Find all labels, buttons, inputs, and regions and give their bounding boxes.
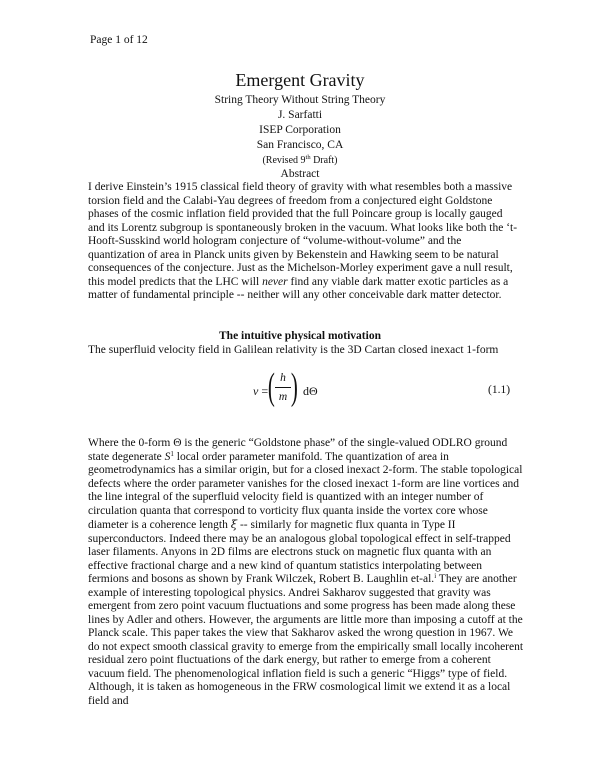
body-text-1: Where the 0-form Θ is the generic “Goldstone phase” of the single-valued ODLRO ground state degenerate bbox=[88, 437, 508, 463]
author-location: San Francisco, CA bbox=[256, 139, 344, 151]
symbol-S-superscript: 1 bbox=[170, 449, 174, 458]
section-heading: The intuitive physical motivation bbox=[219, 330, 381, 342]
abstract-part-2: find any viable dark matter exotic particles as a matter of fundamental principle -- neither will any other conceivable dark matter detector. bbox=[88, 275, 509, 301]
right-paren: ) bbox=[290, 366, 298, 408]
author-name: J. Sarfatti bbox=[277, 109, 323, 121]
draft-suffix: Draft) bbox=[310, 155, 338, 166]
author-affiliation: ISEP Corporation bbox=[259, 124, 341, 136]
abstract-heading: Abstract bbox=[280, 168, 320, 180]
title-block bbox=[0, 93, 600, 168]
symbol-S: S bbox=[164, 450, 171, 463]
equation-fraction bbox=[275, 372, 291, 403]
equation-rhs: dΘ bbox=[303, 384, 318, 398]
equation-1-1 bbox=[0, 366, 600, 416]
body-text-3: -- similarly for magnetic flux quanta in Type II superconductors. Indeed there may be an analogous global topological effect in self-trapped laser filaments. Anyons in 2D films are electrons stuck on magnetic flux quanta with an effective fractional charge and a new kind of quantum statistics interpolating between fermions and bosons as shown by Frank Wilczek, Robert B. Laughlin et-al. bbox=[88, 519, 511, 585]
page-number: Page 1 of 12 bbox=[90, 34, 148, 46]
section-intro: The superfluid velocity field in Galilean relativity is the 3D Cartan closed inexact 1-form bbox=[88, 344, 499, 356]
paper-subtitle: String Theory Without String Theory bbox=[214, 94, 386, 106]
equation-number: (1.1) bbox=[488, 384, 511, 396]
fraction-bar bbox=[275, 387, 291, 388]
body-paragraph bbox=[88, 437, 524, 708]
paper-title: Emergent Gravity bbox=[235, 70, 365, 90]
body-text-2: local order parameter manifold. The quantization of area in geometrodynamics has a similar origin, but for a closed inexact 2-form. The stable topological defects where the order parameter vanishes for the closed inexact 1-form are line vortices and the line integral of the superfluid velocity field is quantized with an integer number of circulation quanta that correspond to vorticity flux quanta inside the vortex core whose diameter is a coherence length bbox=[88, 450, 523, 531]
left-paren: ( bbox=[267, 366, 275, 408]
abstract-text bbox=[88, 181, 518, 303]
symbol-xi: ξ bbox=[230, 517, 238, 531]
draft-note bbox=[0, 153, 600, 168]
equation-lhs: v = bbox=[253, 384, 269, 398]
abstract-emphasis: never bbox=[262, 275, 288, 288]
abstract-part-1: I derive Einstein’s 1915 classical field theory of gravity with what resembles both a massive torsion field and the Calabi-Yau degrees of freedom from a conjectured eight Goldstone phases of the cosmic inflation field provided that the full Poincare group is locally gauged and its Lorentz subgroup is spontaneously broken in the vacuum. What looks like both the ‘t-Hooft-Susskind world hologram conjecture of “volume-without-volume” and the quantization of area in Planck units given by Bekenstein and Hawking seem to be natural consequences of the conjecture. Just as the Michelson-Morley experiment gave a null result, this model predicts that the LHC will bbox=[88, 181, 518, 288]
fraction-numerator: h bbox=[280, 372, 286, 384]
footnote-ref[interactable]: i bbox=[434, 572, 437, 580]
draft-prefix: (Revised 9 bbox=[262, 155, 306, 166]
draft-ordinal: th bbox=[305, 154, 311, 161]
fraction-denominator: m bbox=[278, 391, 288, 403]
body-text-4: They are another example of interesting topological physics. Andrei Sakharov suggested that gravity was emergent from zero point vacuum fluctuations and some progress has been made along these lines by Adler and others. However, the arguments are little more than imposing a cutoff at the Planck scale. This paper takes the view that Sakharov asked the wrong question in 1967. We do not expect smooth classical gravity to emerge from the empirically small locally incoherent residual zero point fluctuations of the dark energy, but rather to emerge from a coherent vacuum field. The phenomenological inflation field is such a generic “Higgs” type of field. Although, it is taken as homogeneous in the FRW cosmological limit we extend it as a local field and bbox=[88, 573, 524, 707]
